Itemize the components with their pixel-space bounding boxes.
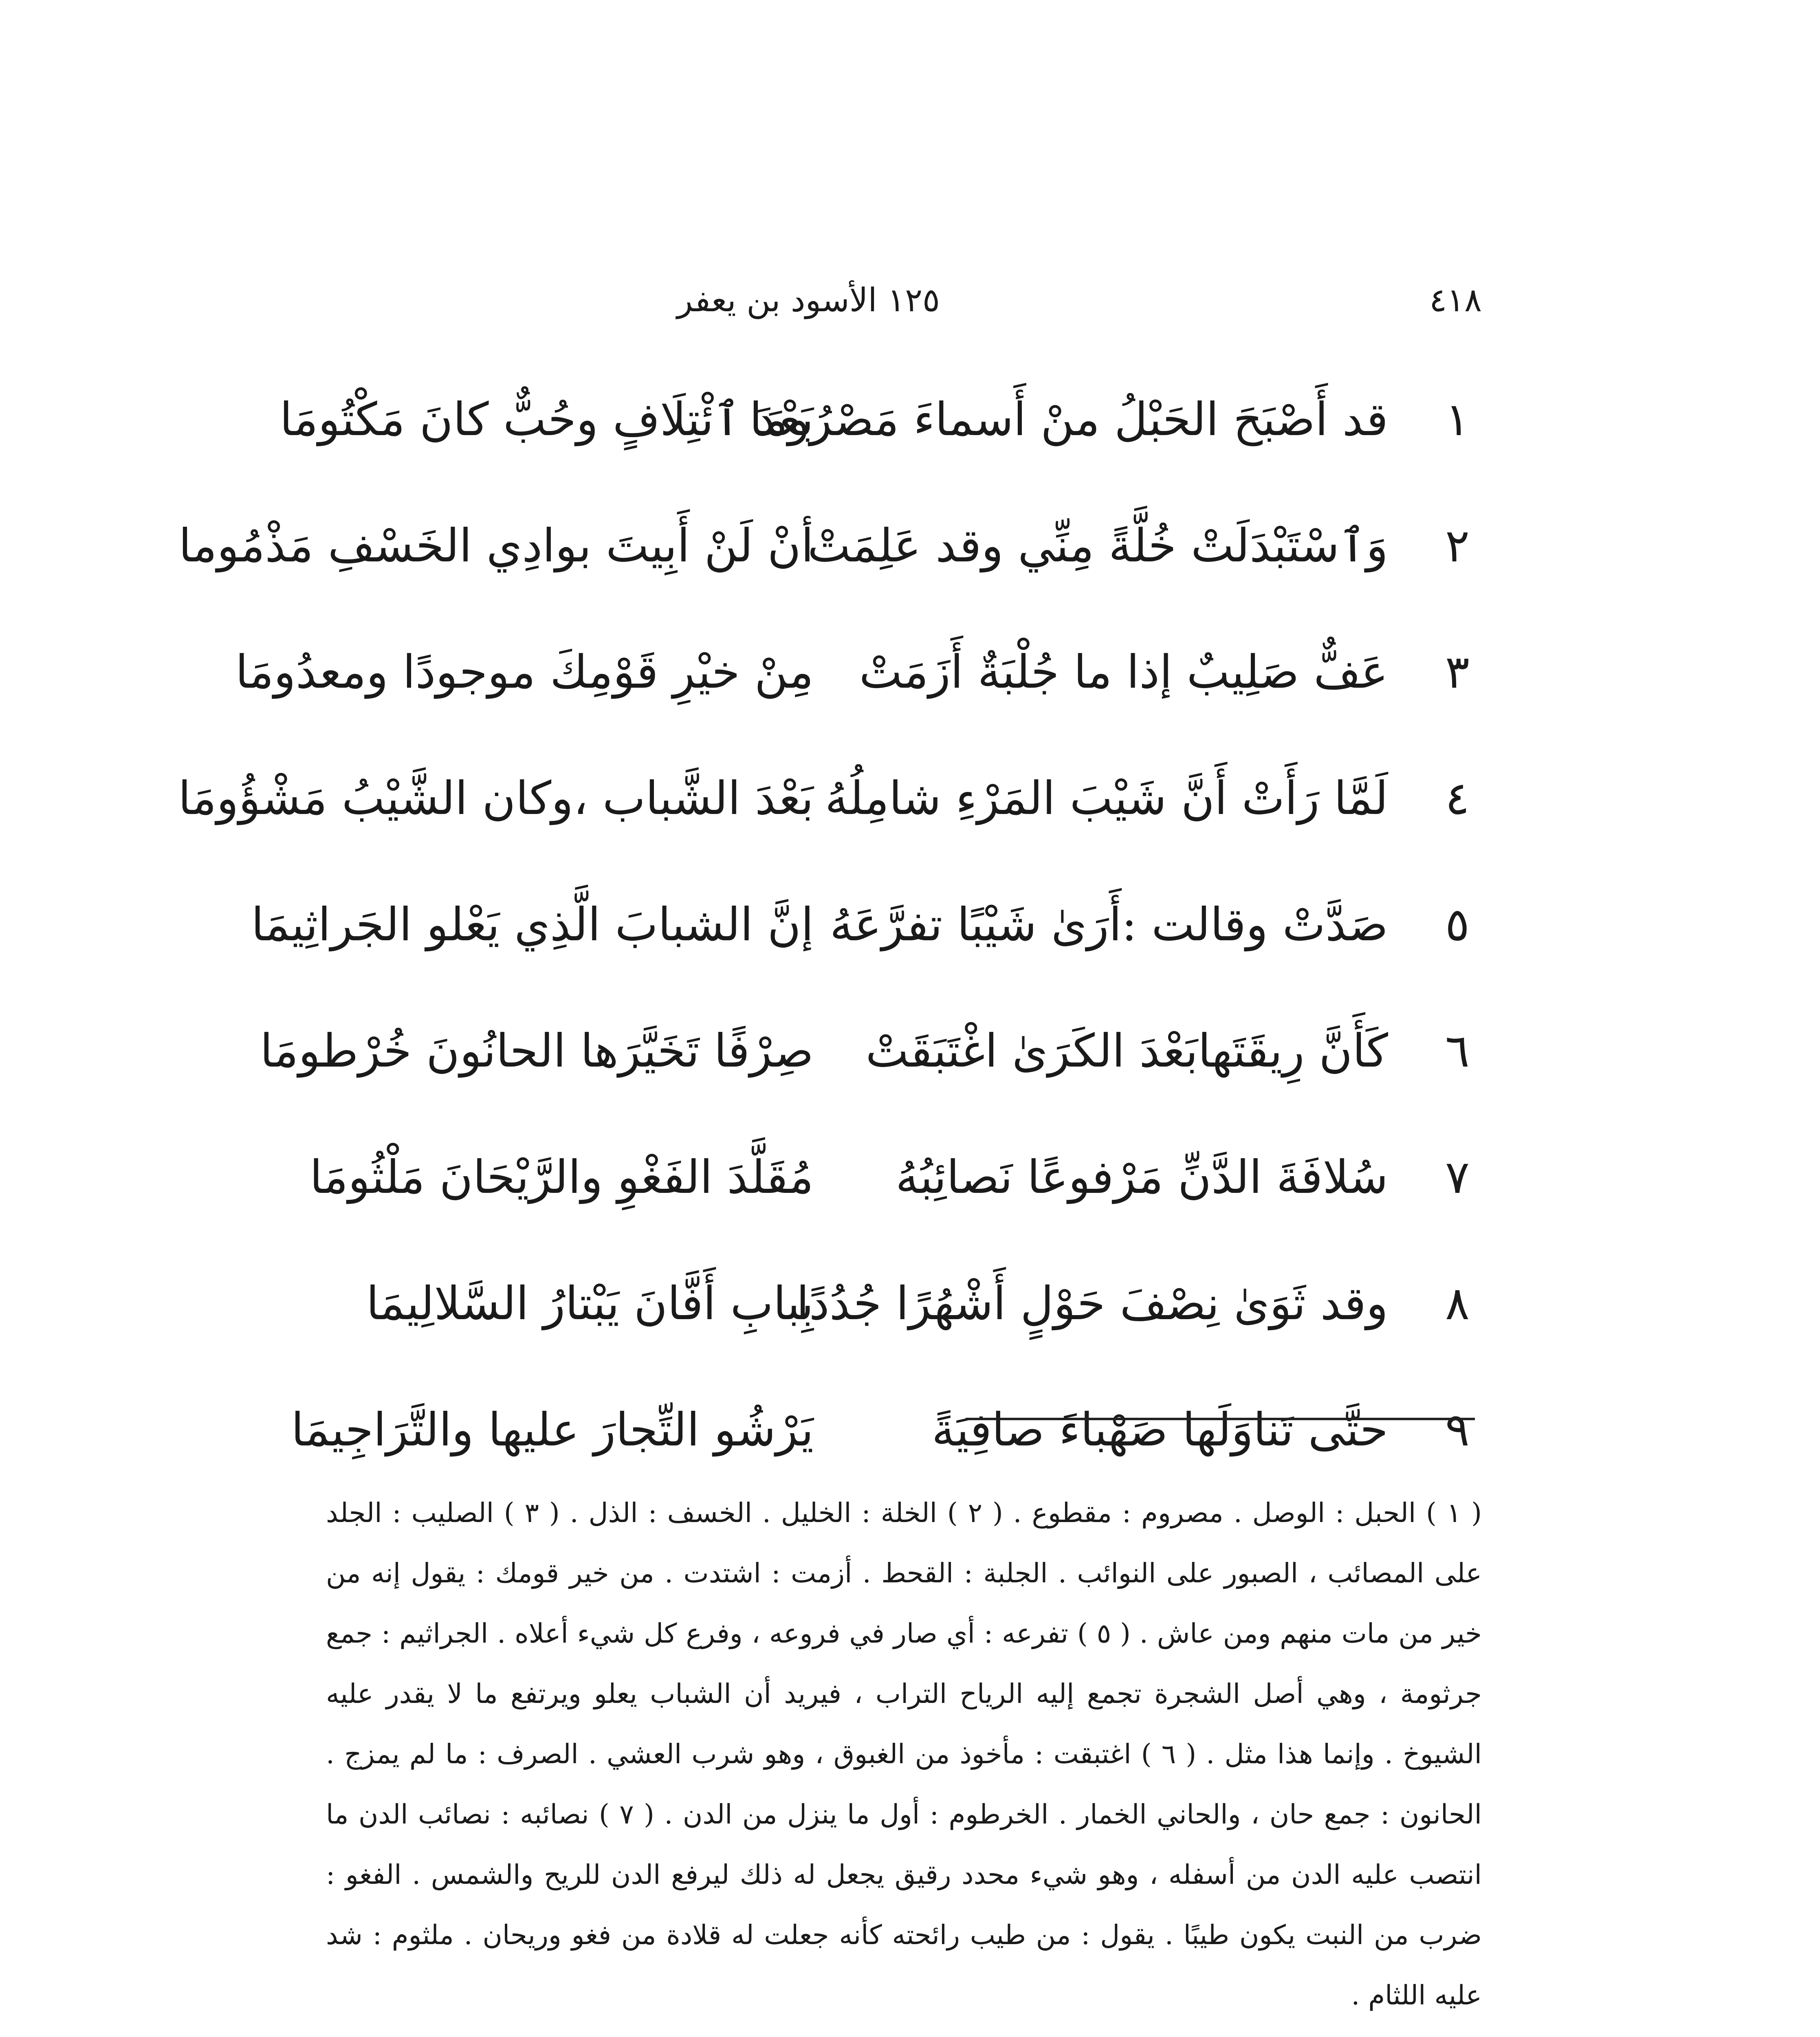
verse-first-hemistich: صَدَّتْ وقالت :أَرَىٰ شَيْبًا تفرَّعَهُ: [830, 898, 1388, 951]
verse-number: ٩: [1445, 1403, 1470, 1456]
footnote-separator: [966, 1418, 1475, 1420]
footnotes: [326, 1483, 1482, 2037]
verse-second-hemistich: صِرْفًا تَخَيَّرَها الحانُونَ خُرْطومَا: [260, 1025, 814, 1078]
verse: [260, 1010, 1482, 1137]
verse: [178, 505, 1482, 631]
verse-number: ٥: [1445, 898, 1470, 951]
verse-second-hemistich: بَعْدَ الشَّباب ،وكان الشَّيْبُ مَشْؤُومَا: [178, 772, 814, 825]
running-title: ١٢٥ الأسود بن يعفر: [677, 281, 940, 319]
verse-first-hemistich: وقد ثَوَىٰ نِصْفَ حَوْلٍ أَشْهُرًا جُدُدًا: [796, 1277, 1388, 1330]
verse: [279, 379, 1482, 505]
verse-second-hemistich: بَعْدَ ٱئْتِلَافٍ وحُبٌّ كانَ مَكْتُومَا: [279, 393, 814, 446]
verse: [359, 1263, 1482, 1389]
verse: [178, 758, 1482, 884]
verse-number: ٧: [1445, 1151, 1470, 1204]
verse-first-hemistich: قد أَصْبَحَ الحَبْلُ منْ أَسماءَ مَصْرُومَا: [749, 393, 1388, 446]
verse-first-hemistich: عَفٌّ صَلِيبٌ إذا ما جُلْبَةٌ أَزَمَتْ: [859, 646, 1388, 699]
verse: [310, 1137, 1482, 1263]
verse: [235, 631, 1482, 758]
verse-second-hemistich: بِبابِ أَفَّانَ يَبْتارُ السَّلالِيمَا: [366, 1277, 814, 1330]
verse: [251, 884, 1482, 1010]
verse-number: ١: [1445, 393, 1470, 446]
verse-first-hemistich: حتَّى تَناوَلَها صَهْباءَ صافِيَةً: [931, 1403, 1388, 1456]
verse-number: ٣: [1445, 646, 1470, 699]
verse-number: ٦: [1445, 1025, 1470, 1078]
footnote-paragraph: [326, 2026, 1482, 2037]
verse-second-hemistich: يَرْشُو التِّجارَ عليها والتَّرَاجِيمَا: [291, 1403, 814, 1456]
verse-number: ٤: [1445, 772, 1470, 825]
verse-first-hemistich: كَأَنَّ رِيقَتَهابَعْدَ الكَرَىٰ اغْتَبَقَتْ: [865, 1025, 1388, 1078]
poem: [178, 379, 1482, 1516]
verse-first-hemistich: سُلافَةَ الدَّنِّ مَرْفوعًا نَصائِبُهُ: [896, 1151, 1388, 1204]
verse-second-hemistich: إنَّ الشبابَ الَّذِي يَعْلو الجَراثِيمَا: [251, 898, 814, 951]
verse-number: ٢: [1445, 519, 1470, 572]
footnote-paragraph: ( ١ ) الحبل : الوصل . مصروم : مقطوع . ( ٢ ) الخلة : الخليل . الخسف : الذل . ( ٣ ) الصليب : الجلد على المصائب ، الصبور على النوائب . الجلبة : القحط . أزمت : اشتدت . من خير قومك : يقول إنه من خير من مات منهم ومن عاش . ( ٥ ) تفرعه : أي صار في فروعه ، وفرع كل شيء أعلاه . الجراثيم : جمع جرثومة ، وهي أصل الشجرة تجمع إليه الرياح التراب ، فيريد أن الشباب يعلو ويرتفع ما لا يقدر عليه الشيوخ . وإنما هذا مثل . ( ٦ ) اغتبقت : مأخوذ من الغبوق ، وهو شرب العشي . الصرف : ما لم يمزج . الحانون : جمع حان ، والحاني الخمار . الخرطوم : أول ما ينزل من الدن . ( ٧ ) نصائبه : نصائب الدن ما انتصب عليه الدن من أسفله ، وهو شيء محدد رقيق يجعل له ذلك ليرفع الدن للريح والشمس . الفغو : ضرب من النبت يكون طيبًا . يقول : من طيب رائحته كأنه جعلت له قلادة من فغو وريحان . ملثوم : شد عليه اللثام .: [326, 1497, 1482, 2011]
verse-number: ٨: [1445, 1277, 1470, 1330]
verse-second-hemistich: مُقَلَّدَ الفَغْوِ والرَّيْحَانَ مَلْثُومَا: [310, 1151, 814, 1204]
verse-second-hemistich: أنْ لَنْ أَبِيتَ بوادِي الخَسْفِ مَذْمُوما: [178, 519, 814, 572]
verse-second-hemistich: مِنْ خيْرِ قَوْمِكَ موجودًا ومعدُومَا: [235, 646, 814, 699]
page-header: [359, 281, 1482, 330]
verse-first-hemistich: لَمَّا رَأَتْ أَنَّ شَيْبَ المَرْءِ شامِلُهُ: [825, 772, 1388, 825]
page-number: ٤١٨: [1429, 281, 1482, 319]
verse-first-hemistich: وَٱسْتَبْدَلَتْ خُلَّةً مِنِّي وقد عَلِمَتْ: [808, 519, 1388, 572]
